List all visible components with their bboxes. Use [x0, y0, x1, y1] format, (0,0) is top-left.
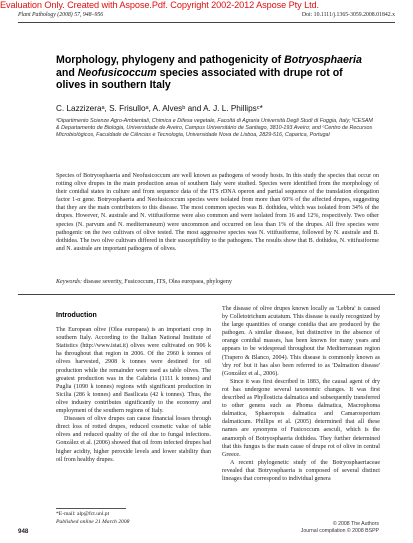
- intro-paragraph-2: Diseases of olive drupes can cause financial losses through direct loss of rotted drupes, reduced cosmetic value of table olives and reduced quality of the oil due to fungal infections. González et al. (2006) showed that oil from infected drupes had higher acidity, higher peroxide levels and lower stability than oil from healthy drupes.: [56, 416, 211, 463]
- right-paragraph-1: The disease of olive drupes known locally as 'Lebbra' is caused by Colletotrichum acutatum. This disease is easily recognized by the large quantities of orange conidia that are produced by the pathogen. A similar disease, but distinctive in the absence of orange conidial masses, has been known for many years and appears to be widespread throughout the Mediterranean region (Trapero & Blanco, 2004). This disease is commonly known as 'dry rot' but it has also been referred to as 'Dalmation disease' (González et al., 2006).: [222, 306, 380, 377]
- left-column: [56, 312, 211, 464]
- footnote-rule: [56, 508, 126, 509]
- right-column: [222, 305, 380, 483]
- right-paragraph-2: Since it was first described in 1883, the causal agent of dry rot has undergone several taxonomic changes. It was first described as Phyllosticta dalmatica and subsequently transferred to other genera such as Phoma dalmatica, Macrophoma dalmatica, Sphaeropsis dalmatica and Camarosporium dalmaticum. Phillips et al. (2005) determined that all these names are synonyms of Fusicoccum aesculi, which is the anamorph of Botryosphaeria dothidea. They further determined that this fungus is the main cause of drupe rot of olive in central Greece.: [222, 378, 380, 458]
- title-genus-neofusicoccum: Neofusicoccum: [77, 66, 157, 79]
- intro-paragraph-1: The European olive (Olea europaea) is an important crop in southern Italy. According to the Italian National Institute of Statistics (http://www.istat.it) olives were cultivated on 906 k ha throughout that region in 2006. Of the 2960 k tonnes of olives harvested, 2908 k tonnes were destined for oil production while the remainder were used as table olives. The greatest production was in the Calabria (1111 k tonnes) and Puglia (1090 k tonnes) regions with significant production in Sicilia (286 k tonnes) and Basilicata (42 k tonnes). Thus, the olive industry contributes significantly to the economy and employment of the southern regions of Italy.: [56, 327, 211, 415]
- author-list: C. Lazzizeraᵃ, S. Frisulloᵃ, A. Alvesᵇ and A. J. L. Phillipsᶜ*: [56, 104, 263, 113]
- title-genus-botryosphaeria: Botryosphaeria: [284, 54, 362, 66]
- running-header: [18, 12, 395, 22]
- copyright-line-1: © 2008 The Authors: [332, 521, 379, 527]
- section-heading-introduction: Introduction: [56, 312, 97, 319]
- keywords: [56, 279, 232, 285]
- footnote: [56, 510, 129, 526]
- copyright-line-2: Journal compilation © 2008 BSPP: [300, 527, 379, 534]
- article-title: Morphology, phylogeny and pathogenicity of Botryosphaeria and Neofusicoccum species associated with drupe rot of olives in southern Italy: [56, 54, 362, 92]
- right-paragraph-3: A recent phylogenetic study of the Botryosphaeriaceae revealed that Botryosphaeria is composed of several distinct lineages that correspond to individual genera: [222, 459, 380, 482]
- keywords-label: Keywords:: [56, 279, 82, 285]
- body-rule: [18, 294, 395, 295]
- copyright-notice: [301, 521, 379, 534]
- header-rule: [18, 22, 395, 23]
- evaluation-watermark: Evaluation Only. Created with Aspose.Pdf. Copyright 2002-2012 Aspose Pty Ltd.: [0, 0, 319, 10]
- keywords-text: disease severity, Fusicoccum, ITS, Olea europaea, phylogeny: [81, 279, 232, 285]
- page-number: 948: [18, 528, 29, 535]
- doi: Doi: 10.1111/j.1365-3059.2008.01842.x: [301, 12, 395, 18]
- journal-citation: Plant Pathology (2008) 57, 948–956: [18, 12, 104, 18]
- published-online: Published online 21 March 2008: [56, 519, 130, 525]
- affiliations: ᵃDipartimento Scienze Agro-Ambientali, Chimica e Difesa vegetale, Facoltà di Agraria Università Degli Studi di Foggia, Italy; ᵇCESAM & Departamento de Biologia, Universidade de Aveiro, Campus Universitário de Santiago, 3810-193 Aveiro; and ᶜCentro de Recursos Microbiológicos, Faculdade de Ciências e Tecnologia, Universidade Nova de Lisboa, 2829-516, Caparica, Portugal: [56, 118, 373, 138]
- abstract: Species of Botryosphaeria and Neofusicoccum are well known as pathogens of woody hosts. In this study the species that occur on rotting olive drupes in the main production areas of southern Italy were studied. Species were identified from the morphology of their conidial states in culture and from sequence data of the ITS rDNA operon and partial sequence of the translation elongation factor 1-α gene. Botryosphaeria and Neofusicoccum species were isolated from more than 60% of the affected drupes, suggesting that they are the main contributors to this disease. The most common species was B. dothidea, which was isolated from 34% of the drupes. However, N. australe and N. vitifusiforme were also common and were isolated from 16 and 12%, respectively. Two other species (N. parvum and N. mediterraneum) were uncommon and occurred on less than 1% of the drupes. All five species were pathogenic on the two cultivars of olive tested. The most aggressive species was N. vitifusiforme, followed by N. australe and B. dothidea. The two olive cultivars differed in their susceptibility to the pathogens. The results show that B. dothidea, N. vitifusiforme and N. australe are important pathogens of olives.: [56, 173, 379, 252]
- corresponding-email: *E-mail: alp@fct.unl.pt: [56, 511, 110, 517]
